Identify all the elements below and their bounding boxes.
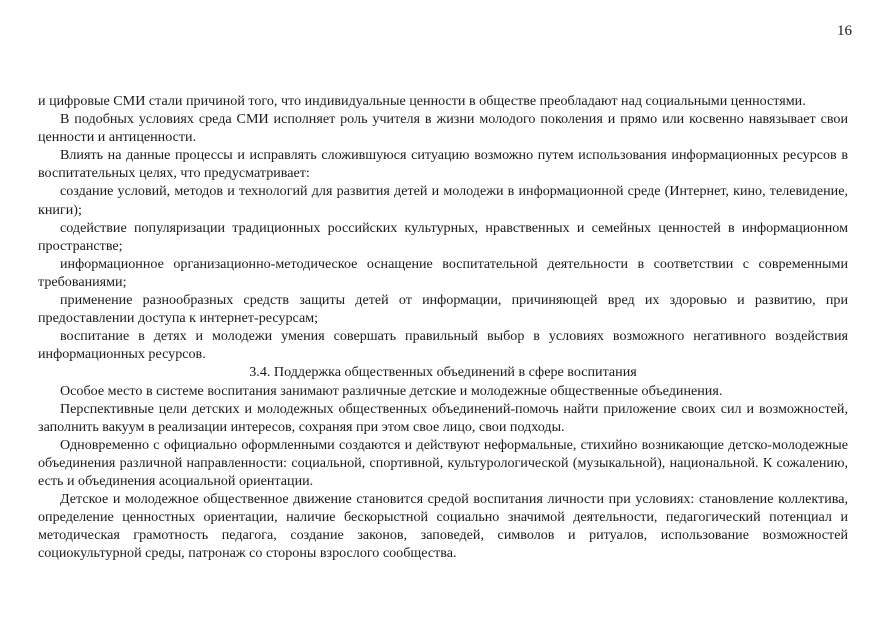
paragraph: Одновременно с официально оформленными создаются и действуют неформальные, стихийно возникающие детско-молодежные объединения различной направленности: социальной, спортивной, культурологической (музыкальной), национальной. К сожалению, есть и объединения асоциальной ориентации. (38, 436, 848, 489)
paragraph: Влиять на данные процессы и исправлять сложившуюся ситуацию возможно путем использования информационных ресурсов в воспитательных целях, что предусматривает: (38, 147, 848, 182)
list-item: создание условий, методов и технологий для развития детей и молодежи в информационной среде (Интернет, кино, телевидение, книги); (38, 183, 848, 218)
section-heading: 3.4. Поддержка общественных объединений в сфере воспитания (249, 364, 637, 381)
list-item: содействие популяризации традиционных российских культурных, нравственных и семейных ценностей в информационном пространстве; (38, 219, 848, 254)
list-item: воспитание в детях и молодежи умения совершать правильный выбор в условиях возможного негативного воздействия информационных ресурсов. (38, 328, 848, 363)
paragraph: В подобных условиях среда СМИ исполняет роль учителя в жизни молодого поколения и прямо или косвенно навязывает свои ценности и антиценности. (38, 111, 848, 146)
list-item: применение разнообразных средств защиты детей от информации, причиняющей вред их здоровью и развитию, при предоставлении доступа к интернет-ресурсам; (38, 292, 848, 327)
page-number: 16 (837, 23, 852, 39)
paragraph: Особое место в системе воспитания занимают различные детские и молодежные общественные объединения. (60, 382, 723, 399)
paragraph: Перспективные цели детских и молодежных общественных объединений-помочь найти приложение своих сил и возможностей, заполнить вакуум в реализации интересов, сохраняя при этом свое лицо, свои подходы. (38, 400, 848, 435)
paragraph: Детское и молодежное общественное движение становится средой воспитания личности при условиях: становление коллектива, определение ценностных ориентации, наличие бескорыстной социально значимой деятельности, педагогический потенциал и методическая грамотность педагога, создание законов, заповедей, символов и ритуалов, использование возможностей социокультурной среды, патронаж со стороны взрослого сообщества. (38, 491, 848, 562)
paragraph-continuation: и цифровые СМИ стали причиной того, что индивидуальные ценности в обществе преобладают над социальными ценностями. (38, 93, 806, 109)
list-item: информационное организационно-методическое оснащение воспитательной деятельности в соответствии с современными требованиями; (38, 255, 848, 290)
document-body (38, 92, 848, 562)
